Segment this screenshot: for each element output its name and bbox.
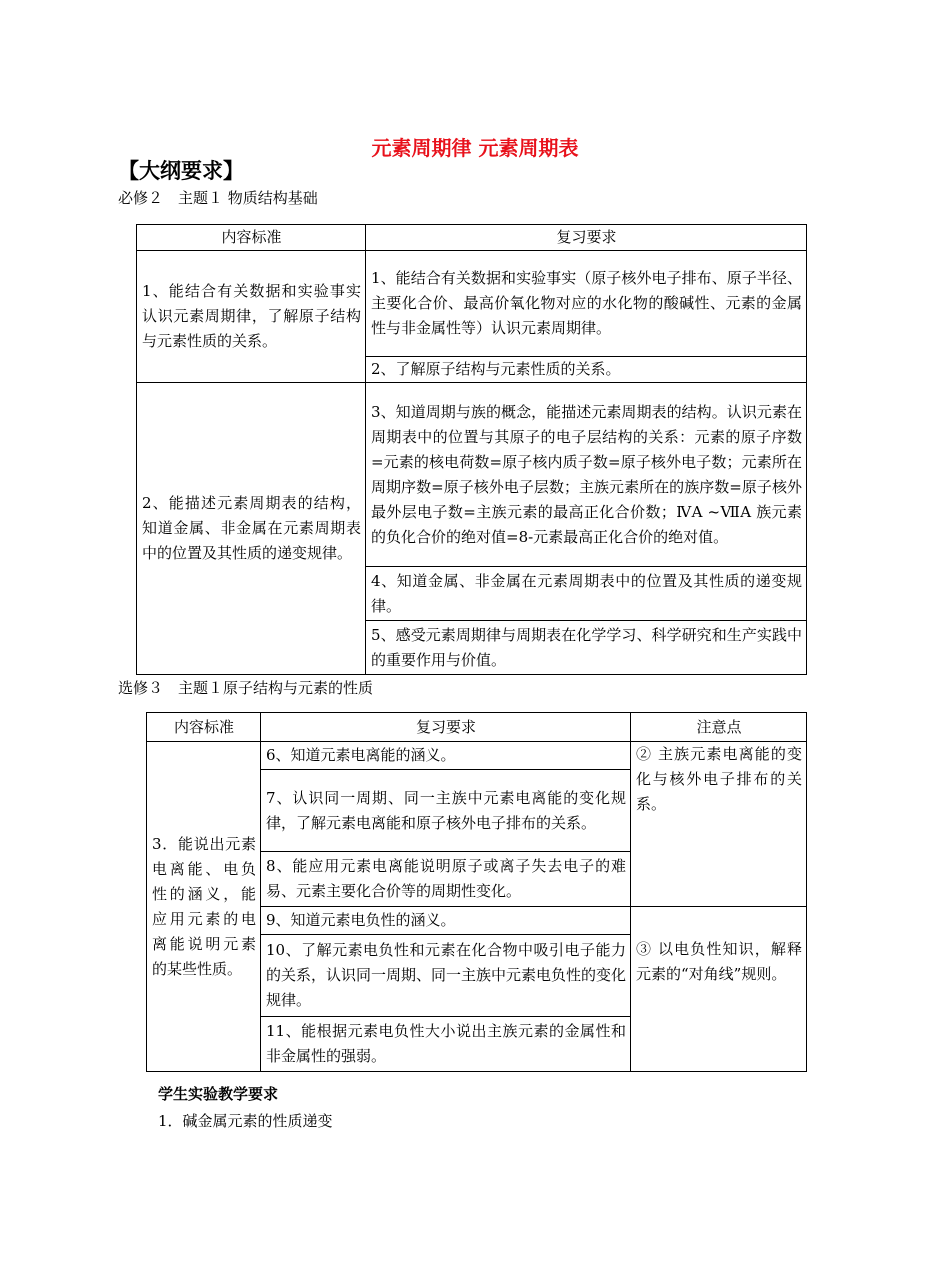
requirement-cell-9: 9、知道元素电负性的涵义。 [261,907,631,935]
standard-cell-1: 1、能结合有关数据和实验事实认识元素周期律，了解原子结构与元素性质的关系。 [137,251,366,383]
standard-cell-2: 2、能描述元素周期表的结构，知道金属、非金属在元素周期表中的位置及其性质的递变规律。 [137,383,366,675]
requirement-cell-3: 3、知道周期与族的概念，能描述元素周期表的结构。认识元素在周期表中的位置与其原子的电子层结构的关系：元素的原子序数=元素的核电荷数=原子核内质子数=原子核外电子数；元素所在周期序数=原子核外电子层数；主族元素所在的族序数=原子核外最外层电子数=主族元素的最高正化合价数；ⅣA ~ⅦA 族元素的负化合价的绝对值=8-元素最高正化合价的绝对值。 [366,383,807,567]
requirement-cell-7: 7、认识同一周期、同一主族中元素电离能的变化规律，了解元素电离能和原子核外电子排布的关系。 [261,770,631,852]
document-title: 元素周期律 元素周期表 [371,136,579,160]
table-row [137,383,807,567]
table-row [147,742,807,770]
outline-heading: 【大纲要求】 [118,158,244,183]
table-elective [146,712,807,1072]
header-content-standard: 内容标准 [147,713,261,742]
requirement-cell-2: 2、了解原子结构与元素性质的关系。 [366,357,807,383]
requirement-cell-1: 1、能结合有关数据和实验事实（原子核外电子排布、原子半径、主要化合价、最高价氧化物对应的水化物的酸碱性、元素的金属性与非金属性等）认识元素周期律。 [366,251,807,357]
note-cell-3: ③ 以电负性知识，解释元素的“对角线”规则。 [631,907,807,1072]
table-compulsory [136,224,807,675]
section-elective-3: 选修３ 主题１原子结构与元素的性质 [118,679,374,697]
table-header-row [147,713,807,742]
header-review-requirement: 复习要求 [261,713,631,742]
header-content-standard: 内容标准 [137,225,366,251]
requirement-cell-6: 6、知道元素电离能的涵义。 [261,742,631,770]
table-row [137,251,807,357]
header-notes: 注意点 [631,713,807,742]
section-compulsory-2: 必修２ 主题１ 物质结构基础 [118,189,318,207]
note-cell-2: ② 主族元素电离能的变化与核外电子排布的关系。 [631,742,807,907]
requirement-cell-10: 10、了解元素电负性和元素在化合物中吸引电子能力的关系，认识同一周期、同一主族中元素电负性的变化规律。 [261,935,631,1017]
experiment-item-1: 1．碱金属元素的性质递变 [158,1112,333,1130]
student-experiment-heading: 学生实验教学要求 [158,1085,279,1103]
requirement-cell-4: 4、知道金属、非金属在元素周期表中的位置及其性质的递变规律。 [366,567,807,621]
requirement-cell-11: 11、能根据元素电负性大小说出主族元素的金属性和非金属性的强弱。 [261,1017,631,1072]
requirement-cell-8: 8、能应用元素电离能说明原子或离子失去电子的难易、元素主要化合价等的周期性变化。 [261,852,631,907]
standard-cell-3: 3．能说出元素电离能、电负性的涵义，能应用元素的电离能说明元素的某些性质。 [147,742,261,1072]
table-header-row [137,225,807,251]
header-review-requirement: 复习要求 [366,225,807,251]
requirement-cell-5: 5、感受元素周期律与周期表在化学学习、科学研究和生产实践中的重要作用与价值。 [366,621,807,675]
